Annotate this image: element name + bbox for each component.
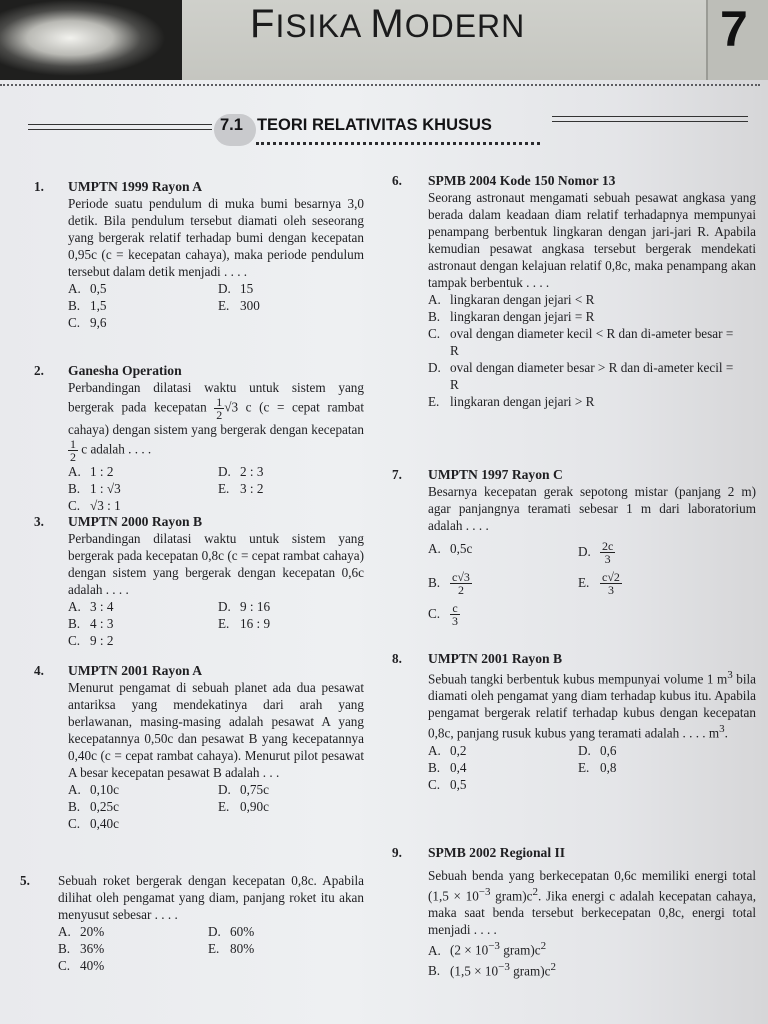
option-c: C. 9 : 2 [68,633,114,648]
option-b: B. 0,4 [428,759,467,775]
option-d: D. 60% [208,924,255,939]
option-e: E. 300 [218,298,260,313]
option-a: A. ($2 \times 10^{-3}$ $gram)c^2$ [428,940,547,958]
option-e: E. 16 : 9 [218,616,271,631]
option-c: C. 9,6 [68,315,107,330]
question-source: UMPTN 2000 Rayon B [68,514,203,529]
chapter-title: FISIKA MODERN [250,2,526,46]
option-a: A. 0,10c [68,782,119,797]
question-number: 1. [34,179,44,194]
question-stem: Menurut pengamat di sebuah planet ada dua pesawat antariksa yang mendekatinya dari arah yang berlawanan, masing-masing adalah pesawat A yang kecepatannya 0,50c dan pesawat B yang kecepatannya 0,40c (c = cepat rambat cahaya). Menurut pilot pesawat A besar kecepatan pesawat B adalah . . . [68,680,364,780]
option-e: E. 0,8 [578,759,617,775]
question-number: 3. [34,514,44,529]
option-b: B. 0,25c [68,799,119,814]
option-e: E. 0,90c [218,799,269,814]
question-number: 5. [20,873,30,888]
options [58,923,364,974]
option-e: E. $\frac{c√2}{3}$ [578,570,620,597]
question-stem: Besarnya kecepatan gerak sepotong mistar (panjang 2 m) agar panjangnya teramati sebesar 1 m dari laboratorium adalah . . . . [428,484,756,533]
option-b: B. lingkaran dengan jejari = R [428,309,595,324]
page-top-dotted-rule [0,84,760,86]
section-rule-left [28,124,212,130]
option-a: A. 0,5 [68,281,107,296]
options [428,291,756,410]
question-stem: Sebuah roket bergerak dengan kecepatan 0,8c. Apabila dilihat oleh pengamat yang diam, panjang roket itu akan menyusut sebesar . . . . [58,873,364,922]
options [428,742,756,793]
question-source: UMPTN 1999 Rayon A [68,179,203,194]
question-stem: Sebuah tangki berbentuk kubus mempunyai volume 1 $m^3$ bila diamati oleh pengamat yang diam terhadap kubus itu. Apabila pengamat bergerak relatif terhadap kubus dengan kecepatan 0,8c, panjang rusuk kubus yang teramati adalah . . . . $m^3$. [428,669,756,741]
question-source: SPMB 2002 Regional II [428,845,566,860]
question-source: UMPTN 1997 Rayon C [428,467,563,482]
option-d: D. 15 [218,281,254,296]
question-number: 9. [392,845,402,860]
question-source: SPMB 2004 Kode 150 Nomor 13 [428,173,616,188]
section-title-dots [256,142,540,145]
option-e: E. lingkaran dengan jejari > R [428,394,595,409]
options [68,280,364,331]
option-a: A. 3 : 4 [68,599,114,614]
option-a: A. lingkaran dengan jejari < R [428,292,595,307]
option-c: C. $\frac{c}{3}$ [428,601,458,628]
option-c: C. √3 : 1 [68,498,121,513]
section-title: 7.1 TEORI RELATIVITAS KHUSUS [220,116,492,134]
question-number: 8. [392,651,402,666]
option-e: E. 80% [208,941,255,956]
option-a: A. 0,5c [428,541,473,556]
option-b: B. 36% [58,941,105,956]
options [428,540,756,627]
options [68,598,364,649]
question-number: 7. [392,467,402,482]
chapter-number: 7 [720,1,748,57]
option-a: A. 0,2 [428,742,467,758]
option-d: D. 2 : 3 [218,464,264,479]
question-number: 4. [34,663,44,678]
option-a: A. 1 : 2 [68,464,114,479]
option-b: B. 4 : 3 [68,616,114,631]
options [68,781,364,832]
option-b: B. ($1,5 \times 10^{-3}$ $gram)c^2$ [428,960,556,979]
option-d: D. 9 : 16 [218,599,271,614]
option-c: C. 0,5 [428,776,467,792]
question-source: UMPTN 2001 Rayon B [428,651,563,666]
option-d: D. 0,75c [218,782,269,797]
question-source: UMPTN 2001 Rayon A [68,663,203,678]
option-d: D. 0,6 [578,742,617,758]
question-stem: Periode suatu pendulum di muka bumi besarnya 3,0 detik. Bila pendulum tersebut diamati oleh seseorang yang bergerak relatif terhadap bumi dengan kecepatan 0,95c (c = kecepatan cahaya), maka periode pendulum tersebut dalam detik menjadi . . . . [68,196,364,279]
option-d: D. $\frac{2c}{3}$ [578,539,614,566]
option-b: B. $\frac{c√3}{2}$ [428,570,470,597]
question-stem: Perbandingan dilatasi waktu untuk sistem yang bergerak pada kecepatan $\frac{1}{2}$ √3 c (c = cepat rambat cahaya) dengan sistem yang bergerak dengan kecepatan $\frac{1}{2}$ c adalah . . . . [68,380,364,464]
question-stem: Seorang astronaut mengamati sebuah pesawat angkasa yang berada dalam keadaan diam relatif terhadapnya mempunyai penampang berbentuk lingkaran dengan jari-jari R. Apabila kemudian pesawat angkasa tersebut bergerak mendekati astronaut dengan kelajuan relatif 0,8c, maka penampang akan tampak berbentuk . . . . [428,190,756,290]
option-c: C. 40% [58,958,105,973]
section-rule-right [552,116,748,122]
option-e: E. 3 : 2 [218,481,264,496]
options [428,938,756,979]
question-stem: Perbandingan dilatasi waktu untuk sistem yang bergerak pada kecepatan 0,8c (c = cepat rambat cahaya) dengan sistem yang bergerak dengan kecepatan 0,6c adalah . . . . [68,531,364,597]
question-number: 6. [392,173,402,188]
option-c: C. oval dengan diameter kecil < R dan di-ameter besar = R [428,326,734,358]
option-b: B. 1 : √3 [68,481,121,496]
question-number: 2. [34,363,44,378]
chapter-header-photo [0,0,182,82]
question-stem: Sebuah benda yang berkecepatan 0,6c memiliki energi total ($1,5 \times 10^{-3}$ $gram)c^2$. Jika energi c adalah kecepatan cahaya, maka saat benda tersebut berkecepatan 0,8c, energi total menjadi . . . . [428,868,757,938]
option-c: C. 0,40c [68,816,119,831]
option-b: B. 1,5 [68,298,107,313]
option-a: A. 20% [58,924,105,939]
options [68,463,364,514]
option-d: D. oval dengan diameter besar > R dan di-ameter kecil = R [428,360,734,392]
question-source: Ganesha Operation [68,363,182,378]
